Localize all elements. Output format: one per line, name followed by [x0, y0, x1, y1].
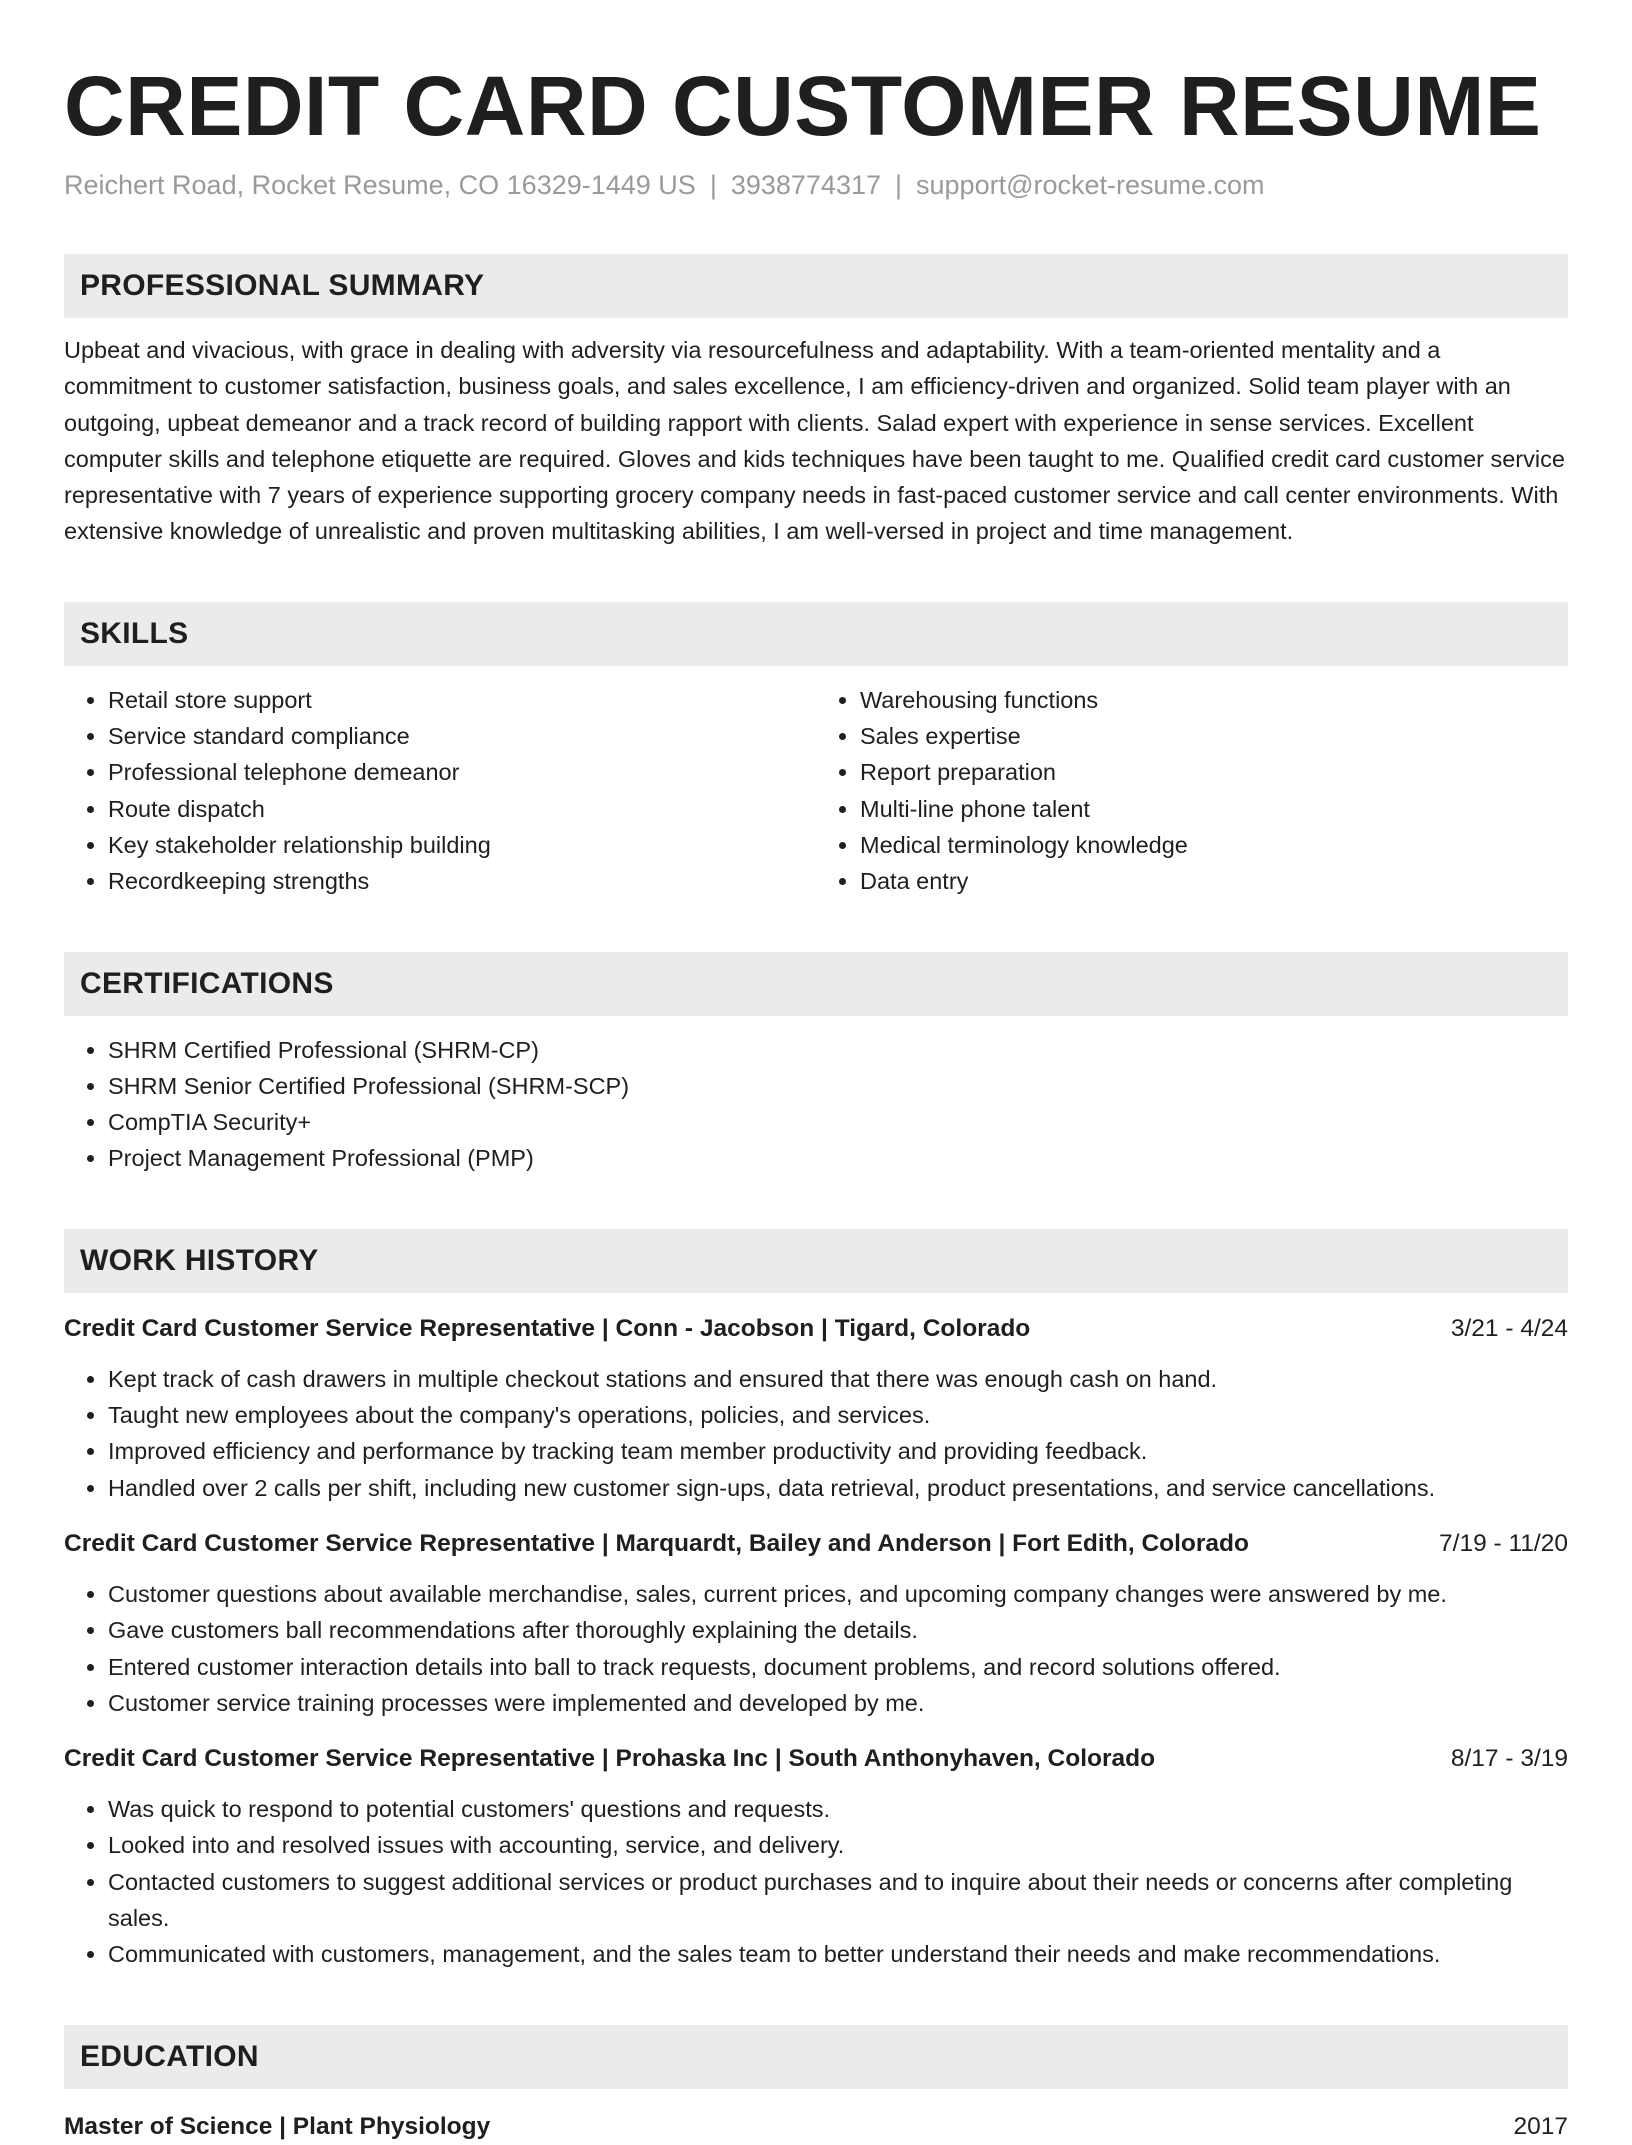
job-dates: 7/19 - 11/20: [1439, 1529, 1568, 1557]
skill-item: • Report preparation: [860, 754, 1568, 790]
job-title: Credit Card Customer Service Representative | Marquardt, Bailey and Anderson | Fort Edith, Colorado: [64, 1529, 1249, 1557]
job-bullet: • Communicated with customers, management, and the sales team to better understand their needs and make recommendations.: [108, 1936, 1568, 1972]
job-bullet: • Entered customer interaction details into ball to track requests, document problems, and record solutions offered.: [108, 1649, 1568, 1685]
job-bullet: • Was quick to respond to potential customers' questions and requests.: [108, 1791, 1568, 1827]
skill-item: • Medical terminology knowledge: [860, 827, 1568, 863]
skill-item: • Professional telephone demeanor: [108, 754, 816, 790]
skill-item: • Data entry: [860, 863, 1568, 899]
contact-separator: |: [895, 170, 903, 200]
job-title: Credit Card Customer Service Representative | Conn - Jacobson | Tigard, Colorado: [64, 1314, 1031, 1342]
skill-item: • Warehousing functions: [860, 682, 1568, 718]
job-header: [64, 1741, 1568, 1777]
job-entry: [64, 1526, 1568, 1721]
skill-item: • Service standard compliance: [108, 718, 816, 754]
section-heading-summary: PROFESSIONAL SUMMARY: [64, 254, 1568, 318]
job-bullets: [64, 1791, 1568, 1972]
certification-item: • SHRM Senior Certified Professional (SHRM-SCP): [108, 1068, 1568, 1104]
job-entry: [64, 1741, 1568, 1972]
job-bullet: • Gave customers ball recommendations after thoroughly explaining the details.: [108, 1612, 1568, 1648]
job-bullet: • Looked into and resolved issues with accounting, service, and delivery.: [108, 1827, 1568, 1863]
certifications-list: [64, 1032, 1568, 1177]
job-dates: 3/21 - 4/24: [1450, 1314, 1568, 1342]
certification-item: • CompTIA Security+: [108, 1104, 1568, 1140]
job-bullets: [64, 1361, 1568, 1506]
certification-item: • SHRM Certified Professional (SHRM-CP): [108, 1032, 1568, 1068]
job-bullet: • Customer questions about available merchandise, sales, current prices, and upcoming company changes were answered by me.: [108, 1576, 1568, 1612]
skills-grid: [64, 682, 1568, 900]
contact-line: [64, 168, 1568, 202]
work-history: [64, 1311, 1568, 1973]
job-bullet: • Kept track of cash drawers in multiple checkout stations and ensured that there was enough cash on hand.: [108, 1361, 1568, 1397]
job-entry: [64, 1311, 1568, 1506]
skill-item: • Sales expertise: [860, 718, 1568, 754]
skill-item: • Route dispatch: [108, 791, 816, 827]
contact-separator: |: [709, 170, 717, 200]
education-entry: [64, 2109, 1568, 2145]
job-title: Credit Card Customer Service Representative | Prohaska Inc | South Anthonyhaven, Colorado: [64, 1745, 1156, 1773]
job-dates: 8/17 - 3/19: [1450, 1745, 1568, 1773]
resume-page: [64, 0, 1568, 2145]
section-heading-education: EDUCATION: [64, 2025, 1568, 2089]
job-bullets: [64, 1576, 1568, 1721]
resume-title: CREDIT CARD CUSTOMER RESUME: [64, 59, 1542, 153]
job-bullet: • Customer service training processes were implemented and developed by me.: [108, 1685, 1568, 1721]
job-bullet: • Taught new employees about the company's operations, policies, and services.: [108, 1397, 1568, 1433]
skill-item: • Multi-line phone talent: [860, 791, 1568, 827]
section-heading-certifications: CERTIFICATIONS: [64, 952, 1568, 1016]
job-bullet: • Contacted customers to suggest additional services or product purchases and to inquire about their needs or concerns after completing sales.: [108, 1864, 1568, 1937]
skill-item: • Recordkeeping strengths: [108, 863, 816, 899]
education-title: Master of Science | Plant Physiology: [64, 2112, 491, 2140]
skill-item: • Key stakeholder relationship building: [108, 827, 816, 863]
job-header: [64, 1526, 1568, 1562]
contact-email[interactable]: support@rocket-resume.com: [916, 170, 1265, 200]
summary-text: Upbeat and vivacious, with grace in dealing with adversity via resourcefulness and adaptability. With a team-oriented mentality and a commitment to customer satisfaction, business goals, and sales excellence, I am efficiency-driven and organized. Solid team player with an outgoing, upbeat demeanor and a track record of building rapport with clients. Salad expert with experience in sense services. Excellent computer skills and telephone etiquette are required. Gloves and kids techniques have been taught to me. Qualified credit card customer service representative with 7 years of experience supporting grocery company needs in fast-paced customer service and call center environments. With extensive knowledge of unrealistic and proven multitasking abilities, I am well-versed in project and time management.: [64, 337, 1565, 545]
job-bullet: • Improved efficiency and performance by tracking team member productivity and providing feedback.: [108, 1433, 1568, 1469]
section-heading-skills: SKILLS: [64, 602, 1568, 666]
job-header: [64, 1311, 1568, 1347]
job-bullet: • Handled over 2 calls per shift, including new customer sign-ups, data retrieval, product presentations, and service cancellations.: [108, 1470, 1568, 1506]
contact-address: Reichert Road, Rocket Resume, CO 16329-1449 US: [64, 170, 696, 200]
contact-phone: 3938774317: [730, 170, 881, 200]
education-date: 2017: [1513, 2112, 1568, 2140]
section-heading-work-history: WORK HISTORY: [64, 1229, 1568, 1293]
skills-list-left: [64, 682, 816, 900]
skills-list-right: [816, 682, 1568, 900]
certification-item: • Project Management Professional (PMP): [108, 1140, 1568, 1176]
skill-item: • Retail store support: [108, 682, 816, 718]
